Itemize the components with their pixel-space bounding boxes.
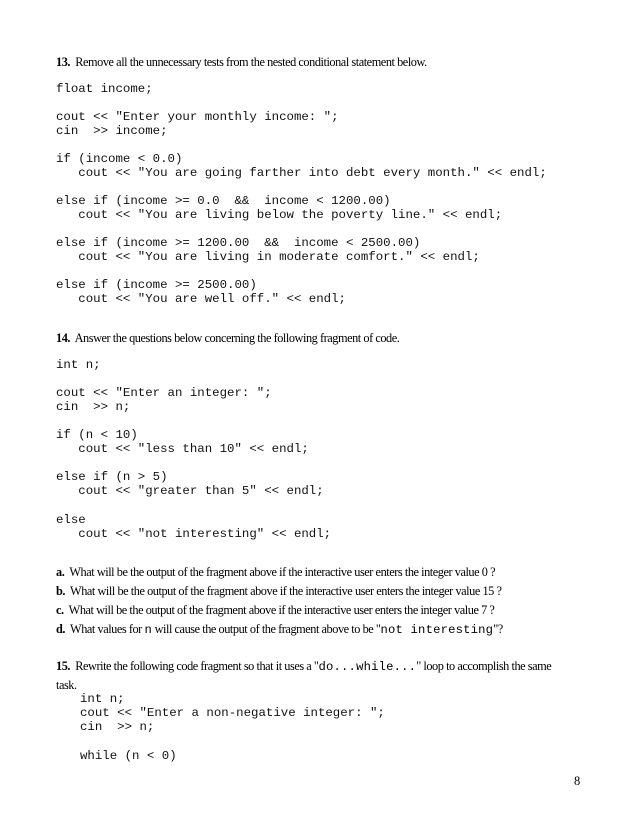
- q15-heading: [56, 658, 551, 675]
- q13-code-elseif-3: else if (income >= 2500.00) cout << "You are well off." << endl;: [56, 278, 346, 307]
- q15-code-while: while (n < 0): [80, 749, 177, 763]
- q13-code-elseif-2: else if (income >= 1200.00 && income < 2500.00) cout << "You are living in moderate comfort." << endl;: [56, 236, 480, 265]
- q13-number: 13.: [56, 55, 71, 69]
- q14c-text: What will be the output of the fragment above if the interactive user enters the integer value 7 ?: [68, 603, 495, 617]
- q15-heading-cont: task.: [56, 678, 77, 692]
- q14-heading: [56, 330, 399, 346]
- q14d-var: n: [144, 623, 152, 637]
- q14d-post: "?: [493, 622, 503, 636]
- q14d-literal: not interesting: [380, 623, 494, 637]
- q14-question-a: [56, 564, 495, 580]
- q13-prompt: Remove all the unnecessary tests from the nested conditional statement below.: [75, 55, 427, 69]
- q13-heading: [56, 54, 427, 70]
- q15-number: 15.: [56, 659, 71, 673]
- q13-code-if: if (income < 0.0) cout << "You are going farther into debt every month." << endl;: [56, 152, 547, 181]
- q14b-letter: b.: [56, 584, 66, 598]
- q14-question-d: [56, 621, 503, 638]
- q14-prompt: Answer the questions below concerning the following fragment of code.: [74, 331, 400, 345]
- q14-code-elseif: else if (n > 5) cout << "greater than 5" << endl;: [56, 470, 324, 499]
- q14a-letter: a.: [56, 565, 65, 579]
- q13-code-decl: float income;: [56, 82, 153, 96]
- q14-code-input: cout << "Enter an integer: "; cin >> n;: [56, 386, 272, 415]
- q13-code-input: cout << "Enter your monthly income: "; cin >> income;: [56, 110, 339, 139]
- q15-post: " loop to accomplish the same: [416, 659, 552, 673]
- q14d-letter: d.: [56, 622, 66, 636]
- q14-question-c: [56, 602, 494, 618]
- q14-code-if: if (n < 10) cout << "less than 10" << endl;: [56, 428, 309, 457]
- q14c-letter: c.: [56, 603, 64, 617]
- q14-question-b: [56, 583, 501, 599]
- q15-pre: Rewrite the following code fragment so that it uses a ": [75, 659, 319, 673]
- q15-code-block: int n; cout << "Enter a non-negative integer: "; cin >> n;: [80, 692, 385, 735]
- page-number: 8: [574, 774, 581, 788]
- q14-code-decl: int n;: [56, 358, 101, 372]
- q14d-pre: What values for: [70, 622, 145, 636]
- q14b-text: What will be the output of the fragment above if the interactive user enters the integer value 15 ?: [70, 584, 502, 598]
- q14a-text: What will be the output of the fragment above if the interactive user enters the integer value 0 ?: [69, 565, 496, 579]
- q14-code-else: else cout << "not interesting" << endl;: [56, 513, 332, 542]
- q14d-mid: will cause the output of the fragment above to be ": [151, 622, 381, 636]
- q15-literal: do...while...: [318, 660, 417, 674]
- q13-code-elseif-1: else if (income >= 0.0 && income < 1200.00) cout << "You are living below the poverty line." << endl;: [56, 194, 503, 223]
- q14-number: 14.: [56, 331, 71, 345]
